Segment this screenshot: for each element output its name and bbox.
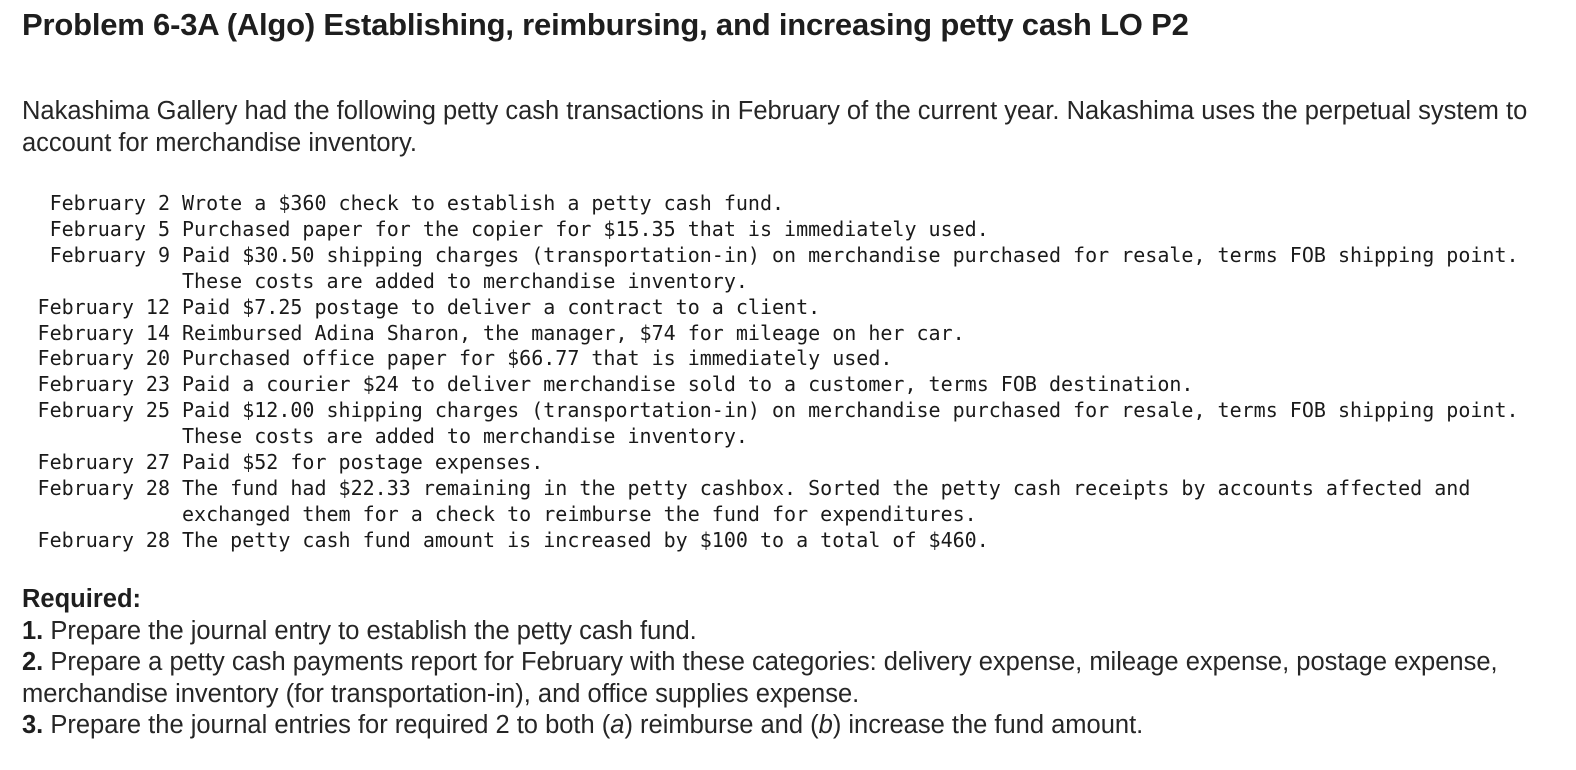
transaction-date: February 23 xyxy=(37,372,170,397)
required-item-number: 2. xyxy=(22,648,44,676)
transaction-description: Paid $7.25 postage to deliver a contract to a client. xyxy=(182,294,821,319)
transaction-description: Paid $12.00 shipping charges (transportation-in) on merchandise purchased for resale, terms FOB shipping point. These costs are added to merchandise inventory. xyxy=(182,398,1519,449)
required-item-text: ) increase the fund amount. xyxy=(832,711,1144,739)
required-item-text: Prepare the journal entries for required 2 to both ( xyxy=(50,711,611,739)
transaction-row xyxy=(22,372,1576,398)
transaction-description: Purchased paper for the copier for $15.35 that is immediately used. xyxy=(182,216,989,241)
required-item-2 xyxy=(22,647,1552,710)
transaction-date: February 5 xyxy=(49,216,170,241)
transaction-date: February 27 xyxy=(37,450,170,475)
transaction-description: Reimbursed Adina Sharon, the manager, $74 for mileage on her car. xyxy=(182,320,965,345)
transaction-description: The fund had $22.33 remaining in the petty cashbox. Sorted the petty cash receipts by accounts affected and exchanged them for a check to reimburse the fund for expenditures. xyxy=(182,475,1471,526)
problem-title: Problem 6-3A (Algo) Establishing, reimbursing, and increasing petty cash LO P2 xyxy=(22,7,1189,42)
required-item-text: Prepare the journal entry to establish the petty cash fund. xyxy=(50,616,697,645)
transaction-row xyxy=(22,346,1576,372)
required-section xyxy=(22,584,1552,742)
transaction-description: Purchased office paper for $66.77 that is immediately used. xyxy=(182,346,893,371)
transaction-date: February 12 xyxy=(37,294,170,319)
transaction-date: February 28 xyxy=(37,527,170,552)
transaction-description: Paid $30.50 shipping charges (transportation-in) on merchandise purchased for resale, terms FOB shipping point. These costs are added to merchandise inventory. xyxy=(182,242,1519,293)
transaction-row xyxy=(22,191,1576,217)
transaction-row xyxy=(22,528,1576,554)
transaction-date: February 2 xyxy=(49,191,170,215)
required-item-number: 3. xyxy=(22,711,44,739)
required-item-text: ) reimburse and ( xyxy=(624,711,819,739)
transaction-row xyxy=(22,295,1576,321)
transaction-date: February 28 xyxy=(37,475,170,500)
transaction-row xyxy=(22,217,1576,243)
transaction-description: The petty cash fund amount is increased by $100 to a total of $460. xyxy=(182,527,989,552)
transaction-date: February 9 xyxy=(49,242,170,267)
problem-intro: Nakashima Gallery had the following petty cash transactions in February of the current year. Nakashima uses the perpetual system to account for merchandise inventory. xyxy=(22,97,1528,157)
transaction-description: Paid $52 for postage expenses. xyxy=(182,450,544,475)
transaction-list xyxy=(22,191,1576,554)
transaction-row xyxy=(22,321,1576,347)
transaction-date: February 14 xyxy=(37,320,170,345)
required-item-number: 1. xyxy=(22,616,44,645)
transaction-row xyxy=(22,398,1576,450)
transaction-description: Paid a courier $24 to deliver merchandise sold to a customer, terms FOB destination. xyxy=(182,372,1194,397)
required-item-part-a: a xyxy=(610,711,625,739)
required-item-text: Prepare a petty cash payments report for February with these categories: delivery expense, mileage expense, postage expense, merchandise inventory (for transportation-in), and office supplies expense. xyxy=(22,648,1498,708)
required-item-part-b: b xyxy=(818,711,833,739)
transaction-row xyxy=(22,450,1576,476)
required-heading: Required: xyxy=(22,585,142,613)
transaction-date: February 20 xyxy=(37,346,170,371)
transaction-row xyxy=(22,476,1576,528)
transaction-description: Wrote a $360 check to establish a petty cash fund. xyxy=(182,191,785,215)
transaction-date: February 25 xyxy=(37,398,170,423)
required-item-3 xyxy=(22,710,1552,742)
required-item-1 xyxy=(22,616,1552,648)
transaction-row xyxy=(22,243,1576,295)
